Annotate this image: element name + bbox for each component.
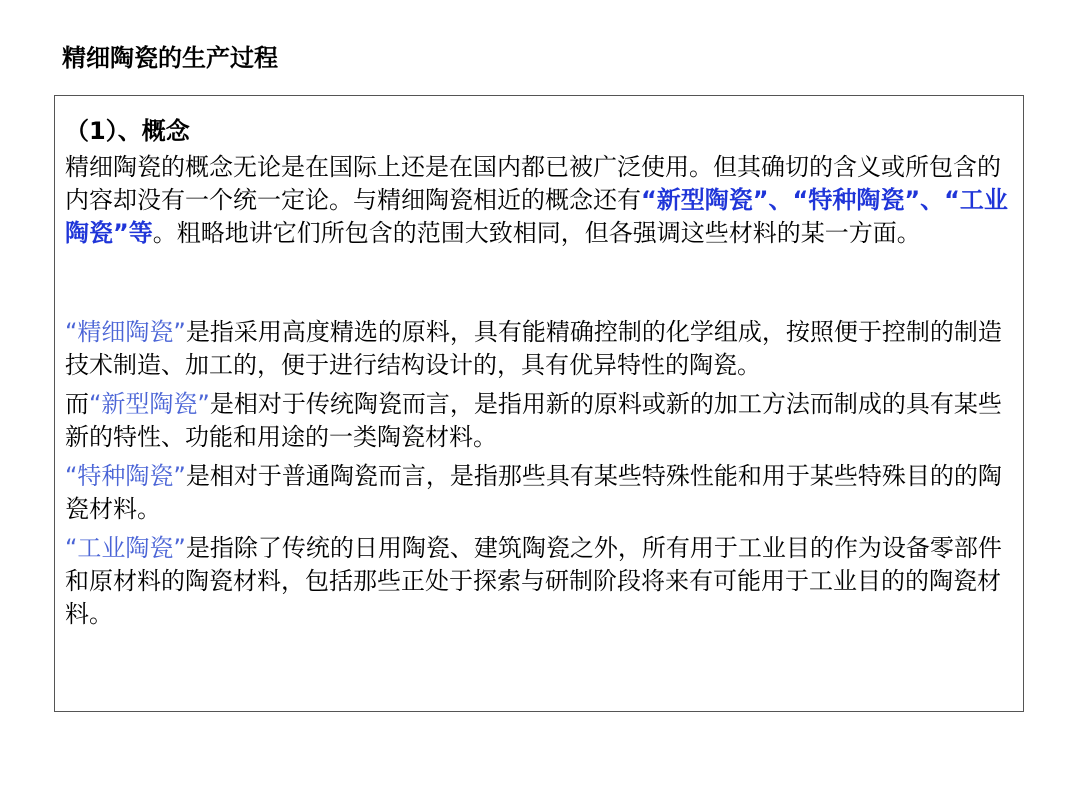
content-box — [54, 95, 1024, 712]
concept-highlight-terms: “新型陶瓷”、“特种陶瓷”、“工业陶瓷”等 — [65, 186, 1008, 247]
term-industrial-ceramics: “工业陶瓷” — [65, 534, 186, 562]
paragraph-fine-ceramics — [65, 316, 1013, 382]
definition-fine-ceramics: 是指采用高度精选的原料，具有能精确控制的化学组成，按照便于控制的制造技术制造、加工的，便于进行结构设计的，具有优异特性的陶瓷。 — [65, 318, 1002, 379]
term-fine-ceramics: “精细陶瓷” — [65, 318, 186, 346]
paragraph-concept — [65, 151, 1013, 250]
definition-special-ceramics: 是相对于普通陶瓷而言，是指那些具有某些特殊性能和用于某些特殊目的的陶瓷材料。 — [65, 462, 1002, 523]
paragraph-special-ceramics — [65, 460, 1013, 526]
slide-title: 精细陶瓷的生产过程 — [62, 44, 278, 72]
term-special-ceramics: “特种陶瓷” — [65, 462, 186, 490]
section-heading: （1）、概念 — [65, 117, 190, 145]
prefix-new-ceramics: 而 — [65, 390, 89, 418]
term-new-ceramics: “新型陶瓷” — [89, 390, 210, 418]
paragraph-new-ceramics — [65, 388, 1013, 454]
concept-text-end: 。粗略地讲它们所包含的范围大致相同，但各强调这些材料的某一方面。 — [152, 219, 921, 247]
definition-new-ceramics: 是相对于传统陶瓷而言，是指用新的原料或新的加工方法而制成的具有某些新的特性、功能和用途的一类陶瓷材料。 — [65, 390, 1002, 451]
definition-industrial-ceramics: 是指除了传统的日用陶瓷、建筑陶瓷之外，所有用于工业目的作为设备零部件和原材料的陶瓷材料，包括那些正处于探索与研制阶段将来有可能用于工业目的的陶瓷材料。 — [65, 534, 1002, 628]
paragraph-industrial-ceramics — [65, 532, 1013, 631]
concept-text-start: 精细陶瓷的概念无论是在国际上还是在国内都已被广泛使用。但其确切的含义或所包含的内容却没有一个统一定论。与精细陶瓷相近的概念还有 — [65, 153, 1001, 214]
